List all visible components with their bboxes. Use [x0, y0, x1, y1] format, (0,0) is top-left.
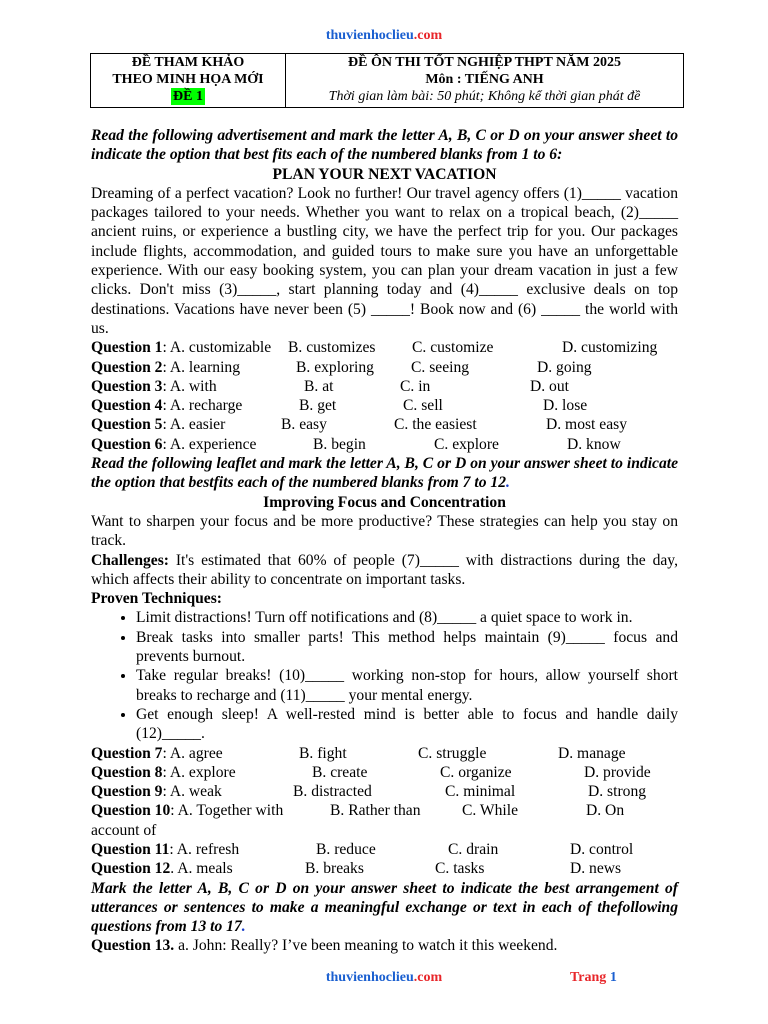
option-b: B. create [312, 763, 368, 781]
option-d: D. out [530, 377, 569, 395]
exam-content [91, 126, 678, 956]
option-c: C. customize [412, 339, 494, 357]
option-b: B. distracted [293, 783, 372, 801]
option-b: B. fight [299, 744, 347, 762]
option-d: D. customizing [562, 339, 658, 357]
exam-header-right [286, 54, 684, 108]
section1-passage: Dreaming of a perfect vacation? Look no further! Our travel agency offers (1)_____ vacation packages tailored to your needs. Whether you want to relax on a tropical beach, (2)_____ ancient ruins, or experience a bustling city, we have the perfect trip for you. Our packages include flights, accommodation, and guided tours to make sure you have an unforgettable experience. With our easy booking system, you can plan your dream vacation in just a few clicks. Don't miss (3)_____, start planning today and (4)_____ exclusive deals on top destinations. Vacations have never been (5) _____! Book now and (6) _____ the world with us. [91, 184, 678, 337]
question-label: Question 10 [91, 802, 171, 820]
section3-instruction [91, 879, 678, 937]
questions-7-12 [91, 744, 678, 879]
option-d: D. provide [584, 763, 651, 781]
question-row [91, 338, 678, 357]
option-b: B. Rather than [330, 802, 421, 820]
techniques-label: Proven Techniques: [91, 590, 222, 608]
challenges-label: Challenges: [91, 551, 169, 569]
page-number-value: 1 [609, 970, 617, 985]
section2-challenges [91, 551, 678, 590]
option-d: D. most easy [546, 416, 627, 434]
question-row [91, 744, 678, 763]
option-b: B. at [304, 377, 334, 395]
site-watermark-bottom [0, 970, 768, 986]
option-b: B. reduce [316, 840, 376, 858]
option-c: C. drain [448, 840, 499, 858]
exam-time-note: Thời gian làm bài: 50 phút; Không kể thời gian phát đề [328, 89, 641, 104]
header-format-label: THEO MINH HỌA MỚI [112, 72, 264, 87]
question-row [91, 377, 678, 396]
site-domain: .com [413, 28, 443, 43]
question-row [91, 840, 678, 859]
option-a: : A. recharge [162, 397, 243, 415]
header-reference-label: ĐỀ THAM KHẢO [131, 55, 245, 70]
question-13-text: a. John: Really? I’ve been meaning to watch it this weekend. [174, 937, 558, 955]
exam-title: ĐỀ ÔN THI TỐT NGHIỆP THPT NĂM 2025 [348, 55, 621, 70]
option-c: C. seeing [411, 358, 470, 376]
option-c: C. sell [403, 397, 443, 415]
section1-instruction: Read the following advertisement and mark the letter A, B, C or D on your answer sheet to indicate the option that best fits each of the numbered blanks from 1 to 6: [91, 127, 678, 164]
list-item: • Get enough sleep! A well-rested mind is better able to focus and handle daily (12)_____. [136, 705, 678, 744]
exam-header-table [90, 53, 684, 108]
question-label: Question 1 [91, 339, 163, 357]
option-b: B. begin [313, 435, 366, 453]
question-row [91, 358, 678, 377]
question-label: Question 13. [91, 937, 175, 955]
option-c: C. tasks [435, 860, 485, 878]
option-a: : A. weak [162, 783, 222, 801]
option-b: B. customizes [288, 339, 376, 357]
question-label: Question 6 [91, 435, 163, 453]
option-d: D. manage [558, 744, 626, 762]
option-a: : A. agree [162, 744, 223, 762]
questions-1-6 [91, 338, 678, 454]
page-number [570, 970, 617, 986]
option-d: D. control [570, 840, 634, 858]
option-d: D. news [570, 860, 622, 878]
question-label: Question 2 [91, 358, 163, 376]
option-a: : A. easier [162, 416, 226, 434]
site-domain: .com [413, 970, 443, 985]
option-c: C. minimal [445, 783, 516, 801]
option-a: : A. learning [162, 358, 241, 376]
page-label: Trang [570, 970, 610, 985]
option-c: C. in [400, 377, 431, 395]
question-label: Question 4 [91, 397, 163, 415]
option-c: C. organize [440, 763, 512, 781]
option-c: C. While [462, 802, 519, 820]
exam-number-badge: ĐỀ 1 [173, 89, 203, 104]
question-label: Question 9 [91, 783, 163, 801]
question-label: Question 7 [91, 744, 163, 762]
list-item: • Break tasks into smaller parts! This method helps maintain (9)_____ focus and prevents burnout. [136, 628, 678, 667]
section3-instruction-end: . [241, 918, 246, 936]
option-b: B. exploring [296, 358, 374, 376]
exam-header-left [91, 54, 286, 108]
section2-instruction-end: . [506, 474, 510, 492]
option-c: C. struggle [418, 744, 487, 762]
option-a: : A. customizable [162, 339, 272, 357]
question-label: Question 12 [91, 860, 171, 878]
option-b: B. easy [281, 416, 327, 434]
section2-intro: Want to sharpen your focus and be more productive? These strategies can help you stay on track. [91, 512, 678, 550]
exam-subject: Môn : TIẾNG ANH [425, 72, 544, 87]
question-row [91, 415, 678, 434]
section2-instruction-text: Read the following leaflet and mark the letter A, B, C or D on your answer sheet to indicate the option that bestfits each of the numbered blanks from 7 to 12 [91, 455, 678, 492]
list-item: • Limit distractions! Turn off notifications and (8)_____ a quiet space to work in. [136, 608, 678, 627]
option-a: : A. refresh [169, 840, 240, 858]
question-10-option-d-wrap: account of [91, 821, 157, 839]
option-d: D. know [567, 435, 621, 453]
site-name: thuvienhoclieu [325, 970, 414, 985]
option-b: B. get [299, 397, 337, 415]
option-a: : A. Together with [170, 802, 284, 820]
question-13 [91, 936, 678, 955]
option-c: C. the easiest [394, 416, 477, 434]
option-a: : A. experience [162, 435, 257, 453]
section2-instruction [91, 454, 678, 493]
question-row [91, 396, 678, 415]
question-row [91, 435, 678, 454]
option-a: . A. meals [170, 860, 233, 878]
option-d: D. going [537, 358, 592, 376]
option-a: : A. explore [162, 763, 236, 781]
question-label: Question 5 [91, 416, 163, 434]
site-name: thuvienhoclieu [325, 28, 414, 43]
option-c: C. explore [434, 435, 499, 453]
option-d: D. On [586, 802, 625, 820]
challenges-text: It's estimated that 60% of people (7)_____ with distractions during the day, which affects their ability to concentrate on important tasks. [91, 551, 678, 588]
section1-title: PLAN YOUR NEXT VACATION [272, 165, 497, 183]
question-label: Question 11 [91, 840, 170, 858]
list-item: • Take regular breaks! (10)_____ working non-stop for hours, allow yourself short breaks to recharge and (11)_____ your mental energy. [136, 666, 678, 705]
option-d: D. strong [588, 783, 647, 801]
section2-title: Improving Focus and Concentration [263, 493, 506, 511]
option-d: D. lose [543, 397, 588, 415]
question-label: Question 8 [91, 763, 163, 781]
question-label: Question 3 [91, 377, 163, 395]
question-row [91, 801, 678, 820]
option-a: : A. with [162, 377, 217, 395]
site-watermark-top [0, 28, 768, 44]
techniques-list [91, 608, 678, 743]
option-b: B. breaks [305, 860, 364, 878]
question-row [91, 782, 678, 801]
question-row [91, 763, 678, 782]
section3-instruction-text: Mark the letter A, B, C or D on your answer sheet to indicate the best arrangement of utterances or sentences to make a meaningful exchange or text in each of thefollowing questions from 13 to 17 [91, 879, 678, 936]
question-row [91, 859, 678, 878]
